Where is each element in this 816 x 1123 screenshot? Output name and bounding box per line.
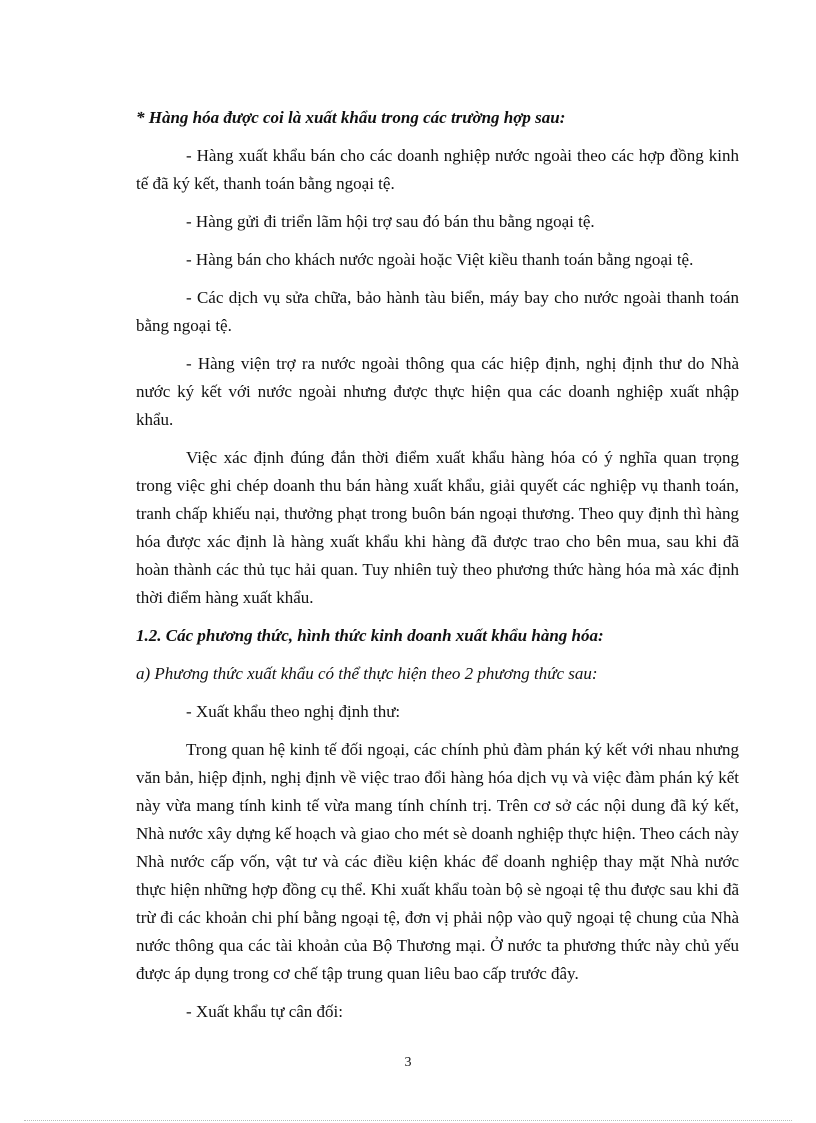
list-item: - Hàng viện trợ ra nước ngoài thông qua các hiệp định, nghị định thư do Nhà nước ký kết với nước ngoài nhưng được thực hiện qua các doanh nghiệp xuất nhập khẩu. — [136, 354, 739, 429]
section-heading: * Hàng hóa được coi là xuất khẩu trong các trường hợp sau: — [136, 108, 566, 127]
section-heading: 1.2. Các phương thức, hình thức kinh doanh xuất khẩu hàng hóa: — [136, 626, 604, 645]
list-item: - Các dịch vụ sửa chữa, bảo hành tàu biển, máy bay cho nước ngoài thanh toán bằng ngoại tệ. — [136, 288, 739, 335]
page-number: 3 — [404, 1055, 412, 1070]
sub-heading: a) Phương thức xuất khẩu có thể thực hiện theo 2 phương thức sau: — [136, 664, 598, 683]
list-item: - Xuất khẩu tự cân đối: — [186, 1002, 343, 1021]
list-item: - Hàng xuất khẩu bán cho các doanh nghiệp nước ngoài theo các hợp đồng kinh tế đã ký kết, thanh toán bằng ngoại tệ. — [136, 146, 739, 193]
list-item: - Hàng bán cho khách nước ngoài hoặc Việt kiều thanh toán bằng ngoại tệ. — [186, 250, 694, 269]
list-item: - Hàng gửi đi triển lãm hội trợ sau đó bán thu bằng ngoại tệ. — [186, 212, 595, 231]
body-paragraph: Việc xác định đúng đắn thời điểm xuất khẩu hàng hóa có ý nghĩa quan trọng trong việc ghi chép doanh thu bán hàng xuất khẩu, giải quyết các nghiệp vụ thanh toán, tranh chấp khiếu nại, thưởng phạt trong buôn bán ngoại thương. Theo quy định thì hàng hóa được xác định là hàng xuất khẩu khi hàng đã được trao cho bên mua, sau khi đã hoàn thành các thủ tục hải quan. Tuy nhiên tuỳ theo phương thức hàng hóa mà xác định thời điểm hàng xuất khẩu. — [136, 448, 739, 607]
document-body — [136, 104, 739, 1036]
page-bottom-divider — [24, 1120, 792, 1121]
body-paragraph: Trong quan hệ kinh tế đối ngoại, các chính phủ đàm phán ký kết với nhau nhưng văn bản, hiệp định, nghị định về việc trao đổi hàng hóa dịch vụ và việc đàm phán ký kết này vừa mang tính kinh tế vừa mang tính chính trị. Trên cơ sở các nội dung đã ký kết, Nhà nước xây dựng kế hoạch và giao cho mét sè doanh nghiệp thực hiện. Theo cách này Nhà nước cấp vốn, vật tư và các điều kiện khác để doanh nghiệp thay mặt Nhà nước thực hiện những hợp đồng cụ thể. Khi xuất khẩu toàn bộ sè ngoại tệ thu được sau khi đã trừ đi các khoản chi phí bằng ngoại tệ, đơn vị phải nộp vào quỹ ngoại tệ chung của Nhà nước thông qua các tài khoản của Bộ Thương mại. Ở nước ta phương thức này chủ yếu được áp dụng trong cơ chế tập trung quan liêu bao cấp trước đây. — [136, 740, 739, 983]
list-item: - Xuất khẩu theo nghị định thư: — [186, 702, 401, 721]
